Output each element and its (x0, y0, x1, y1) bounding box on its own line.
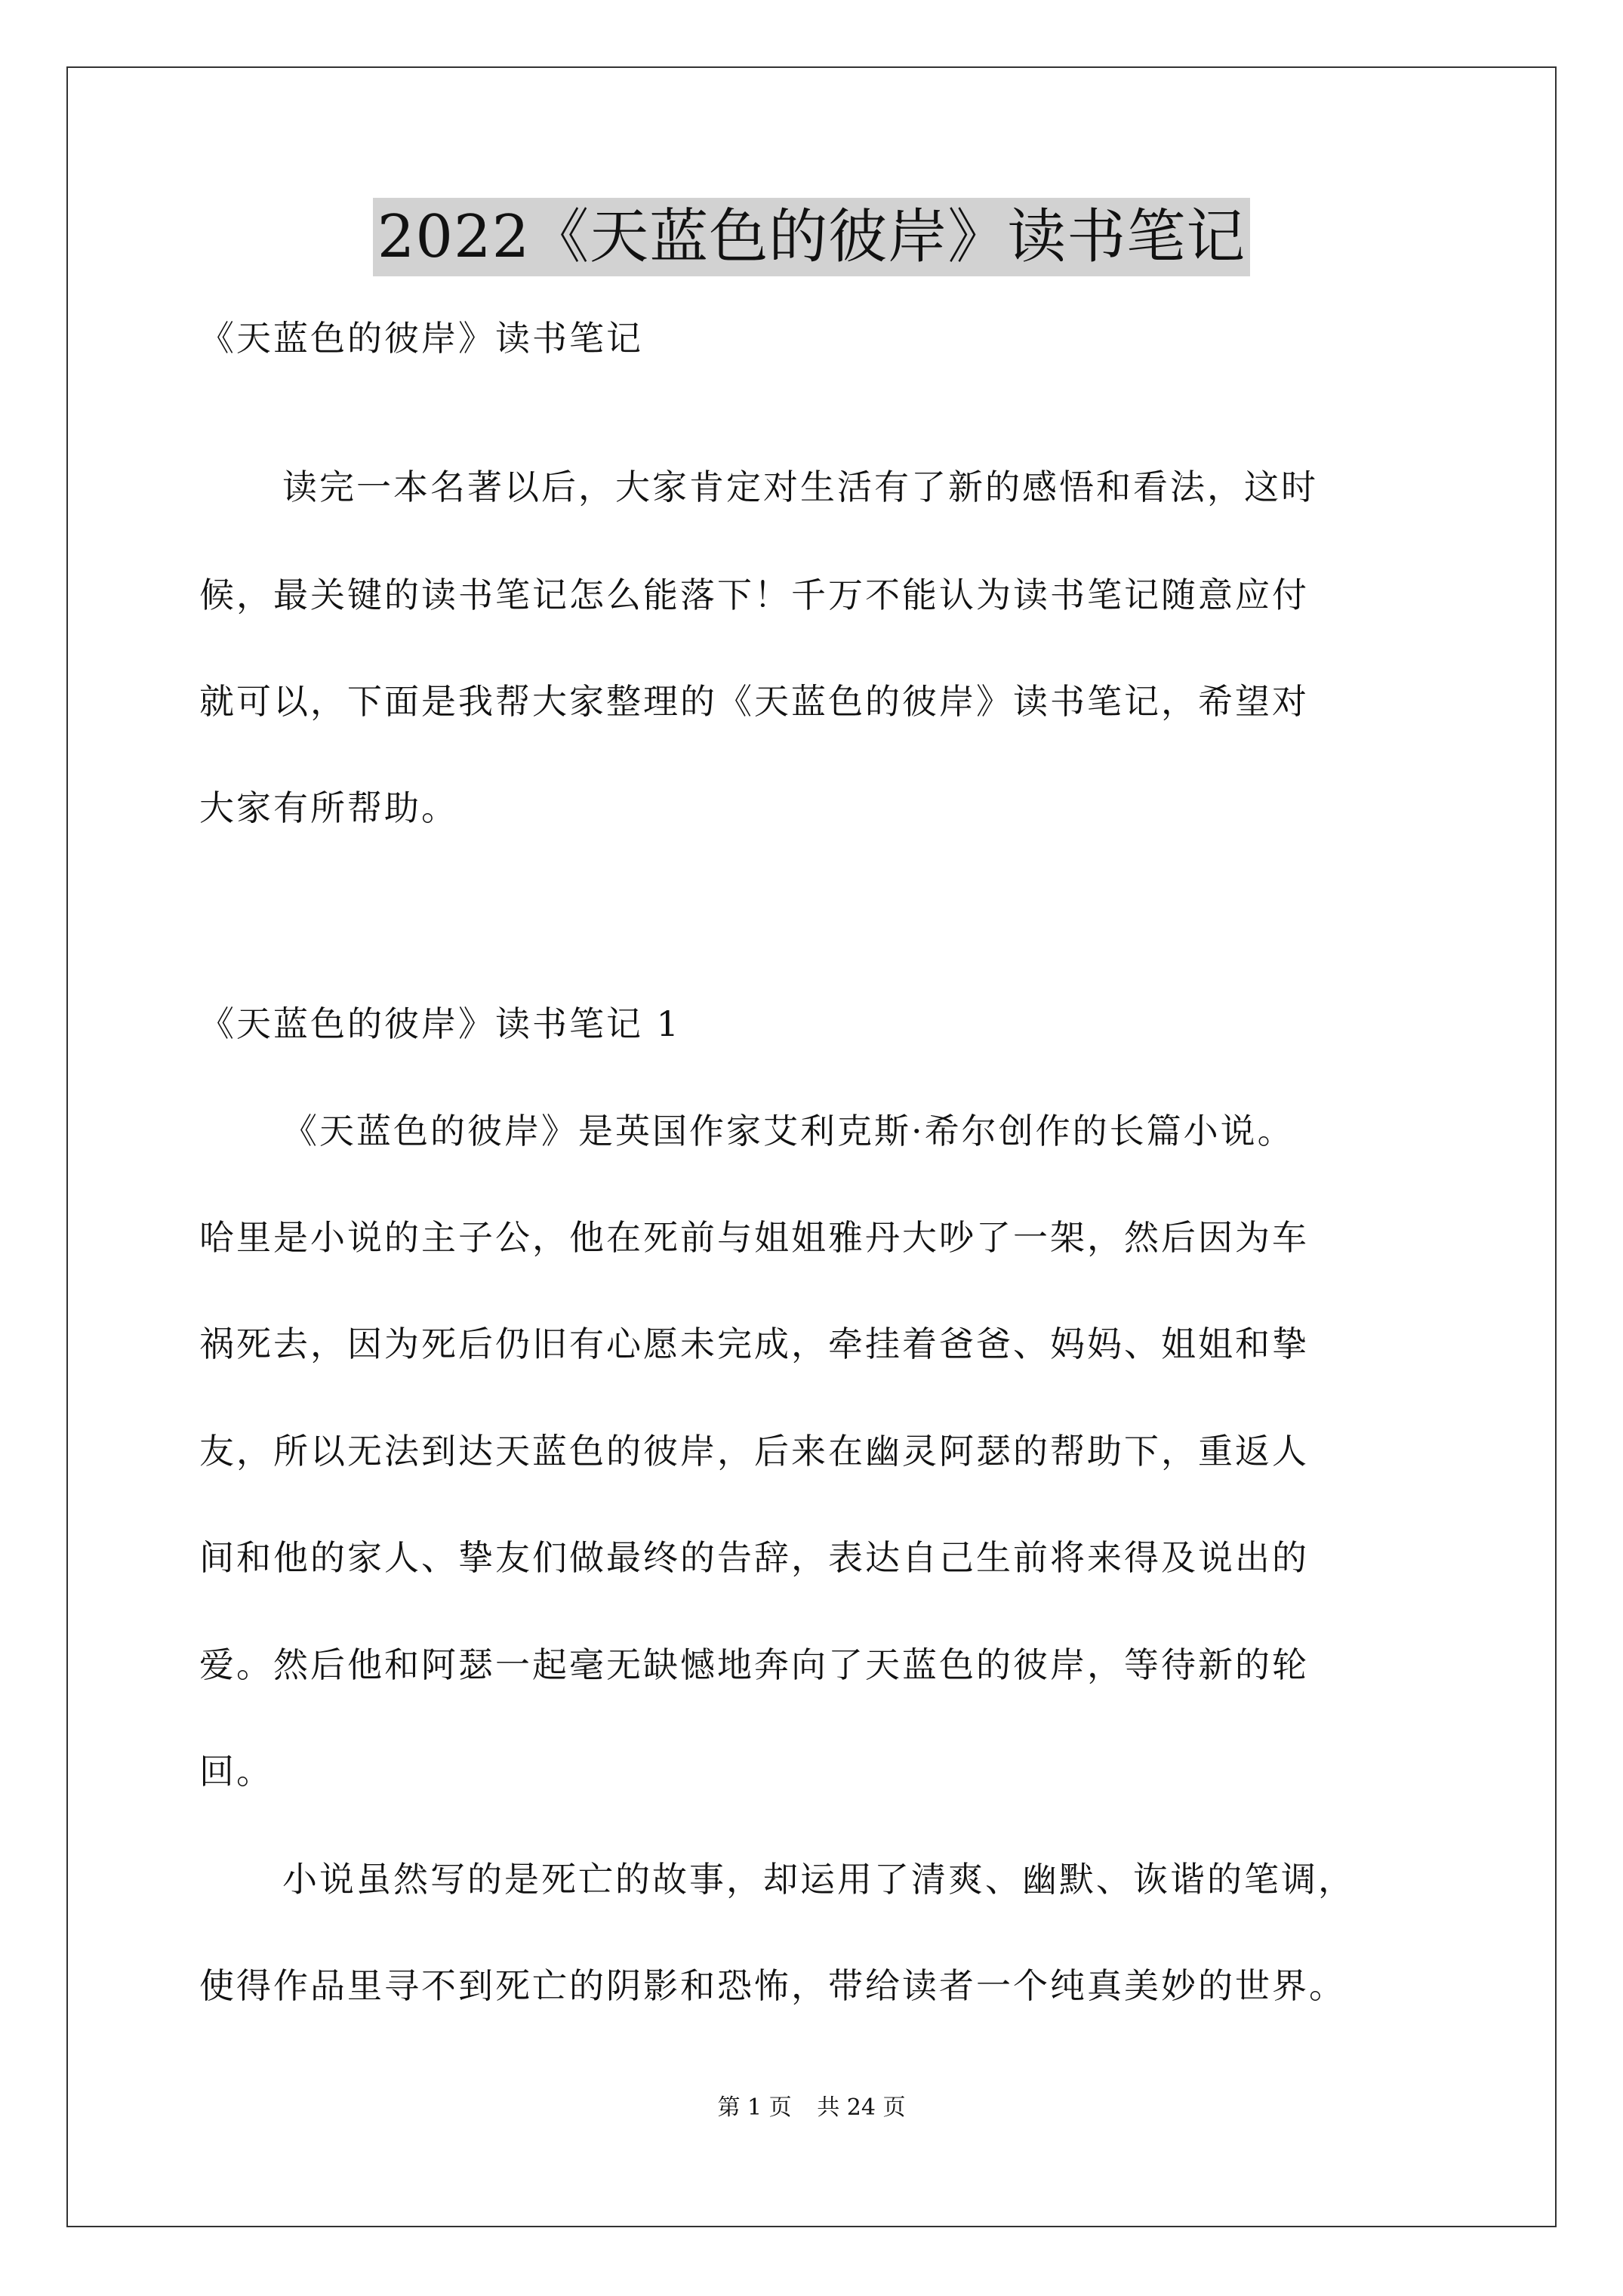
body-line: 回。 (199, 1751, 273, 1792)
section-heading: 《天蓝色的彼岸》读书笔记 1 (199, 1003, 681, 1044)
page-total: 共 24 页 (817, 2094, 906, 2121)
body-line: 小说虽然写的是死亡的故事，却运用了清爽、幽默、诙谐的笔调， (282, 1859, 1355, 1900)
body-line: 使得作品里寻不到死亡的阴影和恐怖，带给读者一个纯真美妙的世界。 (199, 1965, 1346, 2006)
body-line: 哈里是小说的主子公，他在死前与姐姐雅丹大吵了一架，然后因为车 (199, 1217, 1309, 1258)
body-line: 《天蓝色的彼岸》是英国作家艾利克斯·希尔创作的长篇小说。 (282, 1111, 1295, 1151)
body-line: 友，所以无法到达天蓝色的彼岸，后来在幽灵阿瑟的帮助下，重返人 (199, 1431, 1309, 1472)
body-line: 爱。然后他和阿瑟一起毫无缺憾地奔向了天蓝色的彼岸，等待新的轮 (199, 1644, 1309, 1685)
subtitle: 《天蓝色的彼岸》读书笔记 (199, 318, 643, 359)
title-container (0, 198, 1623, 276)
page-footer (0, 2093, 1623, 2123)
intro-line: 读完一本名著以后，大家肯定对生活有了新的感悟和看法，这时 (282, 467, 1318, 507)
document-title: 2022《天蓝色的彼岸》读书笔记 (373, 198, 1251, 276)
body-line: 间和他的家人、挚友们做最终的告辞，表达自己生前将来得及说出的 (199, 1537, 1309, 1578)
page-number: 第 1 页 (717, 2094, 792, 2121)
intro-line: 候，最关键的读书笔记怎么能落下！千万不能认为读书笔记随意应付 (199, 575, 1309, 615)
intro-line: 就可以，下面是我帮大家整理的《天蓝色的彼岸》读书笔记，希望对 (199, 681, 1309, 722)
intro-line: 大家有所帮助。 (199, 787, 458, 828)
body-line: 祸死去，因为死后仍旧有心愿未完成，牵挂着爸爸、妈妈、姐姐和挚 (199, 1324, 1309, 1364)
